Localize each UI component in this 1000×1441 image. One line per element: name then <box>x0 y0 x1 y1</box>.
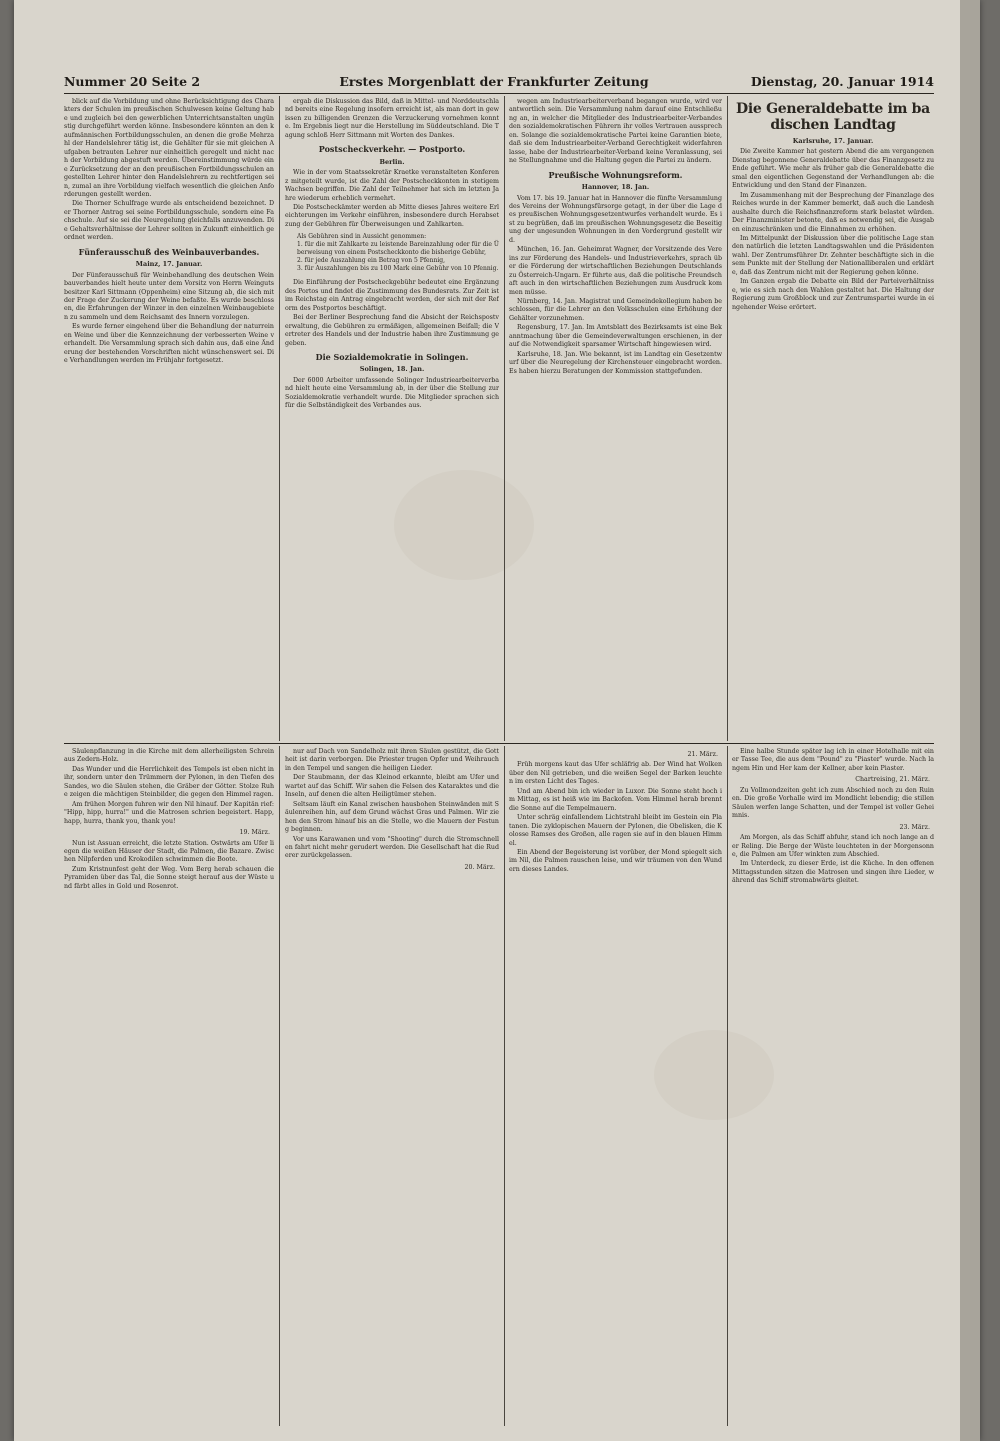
paragraph: Die Einführung der Postscheckgebühr bedeutet eine Ergänzung des Portos und findet die Zustimmung des Bundesrats. Zur Zeit ist im Reichstag ein Antrag eingebracht worden, der sich mit der Reform des Postportos beschäftigt. <box>285 279 499 312</box>
paragraph: Ein Abend der Begeisterung ist vorüber, der Mond spiegelt sich im Nil, die Palmen rauschen leise, und wir träumen von den Wundern dieses Landes. <box>509 848 722 873</box>
paragraph: Früh morgens kaut das Ufer schläfrig ab. Der Wind hat Wolken über den Nil getrieben, und die weißen Segel der Barken leuchten im ersten Licht des Tages. <box>509 761 722 786</box>
paragraph: Bei der Berliner Besprechung fand die Absicht der Reichspostverwaltung, die Gebühren zu ermäßigen, allgemeinen Beifall; die Vertreter des Handels und der Industrie haben ihre Zustimmung gegeben. <box>285 314 499 347</box>
entry-date: 20. März. <box>464 863 495 871</box>
header-rule <box>64 93 934 94</box>
dateline: Hannover, 18. Jan. <box>581 183 650 192</box>
column-divider <box>727 746 728 1426</box>
paragraph: ergab die Diskussion das Bild, daß in Mittel- und Norddeutschland bereits eine Regelung insofern erreicht ist, als man dort in gewissen zu billigenden Grenzen die Verzuckerung vornehmen konnte. Im Ergebnis liegt nur die Herstellung im Süddeutschland. Die Tagung schloß Herr Sittmann mit Worten des Dankes. <box>285 98 499 139</box>
entry-date: 19. März. <box>239 829 270 837</box>
entry-date: Chartreising, 21. März. <box>855 776 930 784</box>
paragraph: Der 6000 Arbeiter umfassende Solinger Industriearbeiterverband hielt heute eine Versammlung ab, in der über die Stellung zur Sozialdemokratie verhandelt wurde. Die Mitglieder sprachen sich für die Selbständigkeit des Verbandes aus. <box>285 376 499 410</box>
paragraph: München, 16. Jan. Geheimrat Wagner, der Vorsitzende des Vereins zur Förderung des Handels- und Industrieverkehrs, sprach über die Förderung der wirtschaftlichen Beziehungen Deutschlands zu Österreich-Ungarn. Er führte aus, daß die politische Freundschaft auch in den wirtschaftlichen Beziehungen zum Ausdruck kommen müsse. <box>509 246 722 296</box>
paragraph: Die Zweite Kammer hat gestern Abend die am vergangenen Dienstag begonnene Generaldebatte über das Finanzgesetz zu Ende geführt. Wie mehr als früher gab die Generaldebatte diesmal den eigentlichen Gegenstand der Verhandlungen ab: die Entwicklung und den Stand der Finanzen. <box>732 148 934 190</box>
paragraph: Die Thorner Schulfrage wurde als entscheidend bezeichnet. Der Thorner Antrag sei seine Fortbildungsschule, sondern eine Fachschule. Auf sie sei die Neuregelung gleichfalls anzuwenden. Die Gehaltsverhältnisse der Lehrer sollten in Zukunft einheitlich geordnet werden. <box>64 200 274 242</box>
paragraph: Und am Abend bin ich wieder in Luxor. Die Sonne steht hoch im Mittag, es ist heiß wie im Backofen. Vom Himmel herab brennt die Sonne auf die Tempelmauern. <box>509 787 722 812</box>
paragraph: Der Staubmann, der das Kleinod erkannte, bleibt am Ufer und wartet auf das Schiff. Wir sahen die Felsen des Kataraktes und die Inseln, auf denen die alten Heiligtümer stehen. <box>285 774 499 799</box>
paragraph: blick auf die Vorbildung und ohne Berücksichtigung des Charakters der Schulen im preußischen Schulwesen keine Geltung habe und zugleich bei den gewerblichen Unterrichtsanstalten ungünstig durchgeführt werden könne. Insbesondere könnten an den kaufmännischen Fortbildungsschulen, an denen die große Mehrzahl der Handelslehrer tätig ist, die Gehälter für sie mit gleichen Aufgaben betrauten Lehrer nur einheitlich geregelt und nicht nach der Vorbildung abgestuft werden. Übereinstimmung würde eine Zurücksetzung der an den preußischen Fortbildungsschulen angestellten Lehrer hinter den Handelslehrern zu rechtfertigen sein, zumal an ihre Vorbildung vielfach wesentlich die gleichen Anforderungen gestellt werden. <box>64 98 274 198</box>
paragraph: Nun ist Assuan erreicht, die letzte Station. Ostwärts am Ufer liegen die weißen Häuser der Stadt, die Palmen, die Bazare. Zwischen Nilpferden und Krokodilen schwimmen die Boote. <box>64 839 274 864</box>
issue-number: Nummer 20 Seite 2 <box>64 74 201 89</box>
column-divider <box>727 96 728 741</box>
column-divider <box>504 746 505 1426</box>
article-column-1 <box>64 98 274 740</box>
dateline: Mainz, 17. Januar. <box>135 260 203 269</box>
paragraph: Karlsruhe, 18. Jan. Wie bekannt, ist im Landtag ein Gesetzentwurf über die Neuregelung der Kirchensteuer eingebracht worden. Es haben hierzu Beratungen der Kommission stattgefunden. <box>509 350 722 375</box>
feuilleton-rule <box>64 743 934 744</box>
paragraph: Zu Vollmondzeiten geht ich zum Abschied noch zu den Ruinen. Die große Vorhalle wird im Mondlicht lebendig; die stillen Säulen werfen lange Schatten, und der Tempel ist voller Geheimnis. <box>732 786 934 820</box>
column-divider <box>279 96 280 741</box>
paragraph: Säulenpflanzung in die Kirche mit dem allerheiligsten Schrein aus Zedern-Holz. <box>64 748 274 764</box>
paragraph: Am Morgen, als das Schiff abfuhr, stand ich noch lange an der Reling. Die Berge der Wüste leuchteten in der Morgensonne, die Palmen am Ufer winkten zum Abschied. <box>732 834 934 858</box>
paragraph: Am frühen Morgen fuhren wir den Nil hinauf. Der Kapitän rief: "Hipp, hipp, hurra!" und die Matrosen schrien begeistert. Happ, happ, hurra, thank you, thank you! <box>64 800 274 825</box>
paragraph: Im Ganzen ergab die Debatte ein Bild der Parteiverhältnisse, wie es sich nach den Wahlen gestaltet hat. Die Haltung der Regierung zum Großblock und zur Zentrumspartei wurde in eingehender Weise erörtert. <box>732 278 934 311</box>
paragraph: Es wurde ferner eingehend über die Behandlung der naturreinen Weine und über die Kennzeichnung der verbesserten Weine verhandelt. Die Versammlung sprach sich dahin aus, daß eine Änderung der bestehenden Vorschriften nicht wünschenswert sei. Die Verhandlungen werden im Frühjahr fortgesetzt. <box>64 323 274 365</box>
paragraph: Eine halbe Stunde später lag ich in einer Hotelhalle mit einer Tasse Tee, die aus dem "Pound" zu "Piaster" wurde. Nach langem Hin und Her kam der Kellner, aber kein Piaster. <box>732 748 934 772</box>
entry-date: 23. März. <box>899 823 930 831</box>
fee-table <box>297 233 499 273</box>
paragraph: Seltsam läuft ein Kanal zwischen hausbohen Steinwänden mit Säulenreihen hin, auf dem Grund wächst Gras und Palmen. Wir ziehen den Strom hinauf bis an die Stelle, wo die Mauern der Festung beginnen. <box>285 800 499 834</box>
paragraph: Das Wunder und die Herrlichkeit des Tempels ist eben nicht in ihr, sondern unter den Trümmern der Pylonen, in den Tiefen des Sandes, wo die Säulen stehen, die Gräber der Götter. Stolze Ruhe zeigen die mächtigen Steinbilder, die gegen den Himmel ragen. <box>64 765 274 799</box>
paragraph: Unter schräg einfallendem Lichtstrahl bleibt im Gestein ein Platanen. Die zyklopischen Mauern der Pylonen, die Obelisken, die Kolosse Ramses des Großen, alle ragen sie auf in den blauen Himmel. <box>509 814 722 847</box>
table-row: 3. für Auszahlungen bis zu 100 Mark eine Gebühr von 10 Pfennig. <box>297 265 499 273</box>
article-column-2 <box>285 98 499 740</box>
paragraph: Vor uns Karawanen und vom "Shooting" durch die Stromschnellen fahrt nicht mehr gerudert werden. Die Gesellschaft hat die Ruderer zurückgelassen. <box>285 835 499 860</box>
table-row: 1. für die mit Zahlkarte zu leistende Bareinzahlung oder für die Überweisung von einem Postscheckkonto die bisherige Gebühr, <box>297 241 499 257</box>
page-header <box>64 74 934 92</box>
paragraph: Die Postscheckämter werden ab Mitte dieses Jahres weitere Erleichterungen im Verkehr einführen, insbesondere durch Herabsetzung der Gebühren für Überweisungen und Zahlkarten. <box>285 203 499 228</box>
dateline: Karlsruhe, 17. Januar. <box>792 137 874 145</box>
feuilleton-column-4 <box>732 748 934 1426</box>
paragraph: wegen am Industriearbeiterverband begangen wurde, wird verantwortlich sein. Die Versammlung nahm darauf eine Entschließung an, in welcher die Mitglieder des Industriearbeiter-Verbandes den sozialdemokratischen Führern ihr volles Vertrauen aussprechen. Solange die sozialdemokratische Partei keine Garantien biete, daß sie dem Industriearbeiter-Verband Gerechtigkeit widerfahren lasse, habe der Industriearbeiter-Verband keine Veranlassung, seine Stellungnahme und die Haltung gegen die Partei zu ändern. <box>509 98 722 165</box>
entry-date: 21. März. <box>687 751 718 758</box>
paragraph: Zum Kristnunfest geht der Weg. Vom Berg herab schauen die Pyramiden über das Tal, die Sonne steigt herauf aus der Wüste und färbt alles in Gold und Rosenrot. <box>64 865 274 890</box>
paragraph: Vom 17. bis 19. Januar hat in Hannover die fünfte Versammlung des Vereins der Wohnungsfürsorge getagt, in der über die Lage des preußischen Wohnungsgesetzentwurfes verhandelt wurde. Es ist zu begrüßen, daß im preußischen Wohnungsgesetz die Beseitigung der ungesunden Wohnungen in den Vordergrund gestellt wird. <box>509 194 722 244</box>
paragraph: nur auf Dach von Sandelholz mit ihren Säulen gestützt, die Gottheit ist darin verborgen. Die Priester trugen Opfer und Weihrauch in den Tempel und sangen die heiligen Lieder. <box>285 748 499 772</box>
newspaper-title: Erstes Morgenblatt der Frankfurter Zeitung <box>339 74 649 89</box>
table-row: 2. für jede Auszahlung ein Betrag von 5 Pfennig, <box>297 257 445 265</box>
feuilleton-column-3 <box>509 748 722 1426</box>
paragraph: Im Mittelpunkt der Diskussion über die politische Lage standen natürlich die letzten Landtagswahlen und die Präsidentenwahl. Der Zentrumsführer Dr. Zehnter beschäftigte sich in diesem Punkte mit der Stellung der Nationalliberalen und erklärte, daß das Zentrum nicht mit der Regierung gehen könne. <box>732 234 934 276</box>
dateline: Berlin. <box>379 157 405 166</box>
paragraph: Im Unterdeck, zu dieser Erde, ist die Küche. In den offenen Mittagsstunden sitzen die Matrosen und singen ihre Lieder, während das Schiff stromabwärts gleitet. <box>732 860 934 885</box>
column-divider <box>279 746 280 1426</box>
feuilleton-column-1 <box>64 748 274 1426</box>
column-divider <box>504 96 505 741</box>
article-column-4 <box>732 96 934 740</box>
table-title: Als Gebühren sind in Aussicht genommen: <box>297 233 427 241</box>
section-heading: Preußische Wohnungsreform. <box>548 169 683 180</box>
paragraph: Regensburg, 17. Jan. Im Amtsblatt des Bezirksamts ist eine Bekanntmachung über die Gemeindeverwaltungen erschienen, in der auf die Notwendigkeit sparsamer Wirtschaft hingewiesen wird. <box>509 324 722 349</box>
paragraph: Nürnberg, 14. Jan. Magistrat und Gemeindekollegium haben beschlossen, für die Lehrer an den Volksschulen eine Erhöhung der Gehälter vorzunehmen. <box>509 297 722 322</box>
paragraph: Wie in der vom Staatssekretär Kraetke veranstalteten Konferenz mitgeteilt wurde, ist die Zahl der Postscheckkonten in stetigem Wachsen begriffen. Die Zahl der Teilnehmer hat sich im letzten Jahre wiederum erheblich vermehrt. <box>285 169 499 202</box>
newspaper-page <box>14 0 980 1441</box>
section-heading: Die Sozialdemokratie in Solingen. <box>315 351 469 362</box>
issue-date: Dienstag, 20. Januar 1914 <box>750 74 934 89</box>
section-heading: Postscheckverkehr. — Postporto. <box>318 144 466 155</box>
article-column-3 <box>509 98 722 740</box>
lead-headline: Die Generaldebatte im badischen Landtag <box>736 101 930 133</box>
paragraph: Im Zusammenhang mit der Besprechung der Finanzlage des Reiches wurde in der Kammer bemerkt, daß auch die Landeshaushalte durch die Reichsfinanzreform stark belastet würden. Der Finanzminister betonte, daß es notwendig sei, die Ausgaben einzuschränken und die Einnahmen zu erhöhen. <box>732 191 934 233</box>
section-heading: Fünferausschuß des Weinbauverbandes. <box>78 246 260 257</box>
paragraph: Der Fünferausschuß für Weinbehandlung des deutschen Weinbauverbandes hielt heute unter dem Vorsitz von Herrn Weingutsbesitzer Karl Sittmann (Oppenheim) eine Sitzung ab, die sich mit der Frage der Zuckerung der Weine befaßte. Es wurde beschlossen, die Erfahrungen der Winzer in den einzelnen Weinbaugebieten zu sammeln und dem Reichsamt des Innern vorzulegen. <box>64 271 274 321</box>
feuilleton-column-2 <box>285 748 499 1426</box>
dateline: Solingen, 18. Jan. <box>359 365 425 374</box>
page-edge <box>960 0 980 1441</box>
